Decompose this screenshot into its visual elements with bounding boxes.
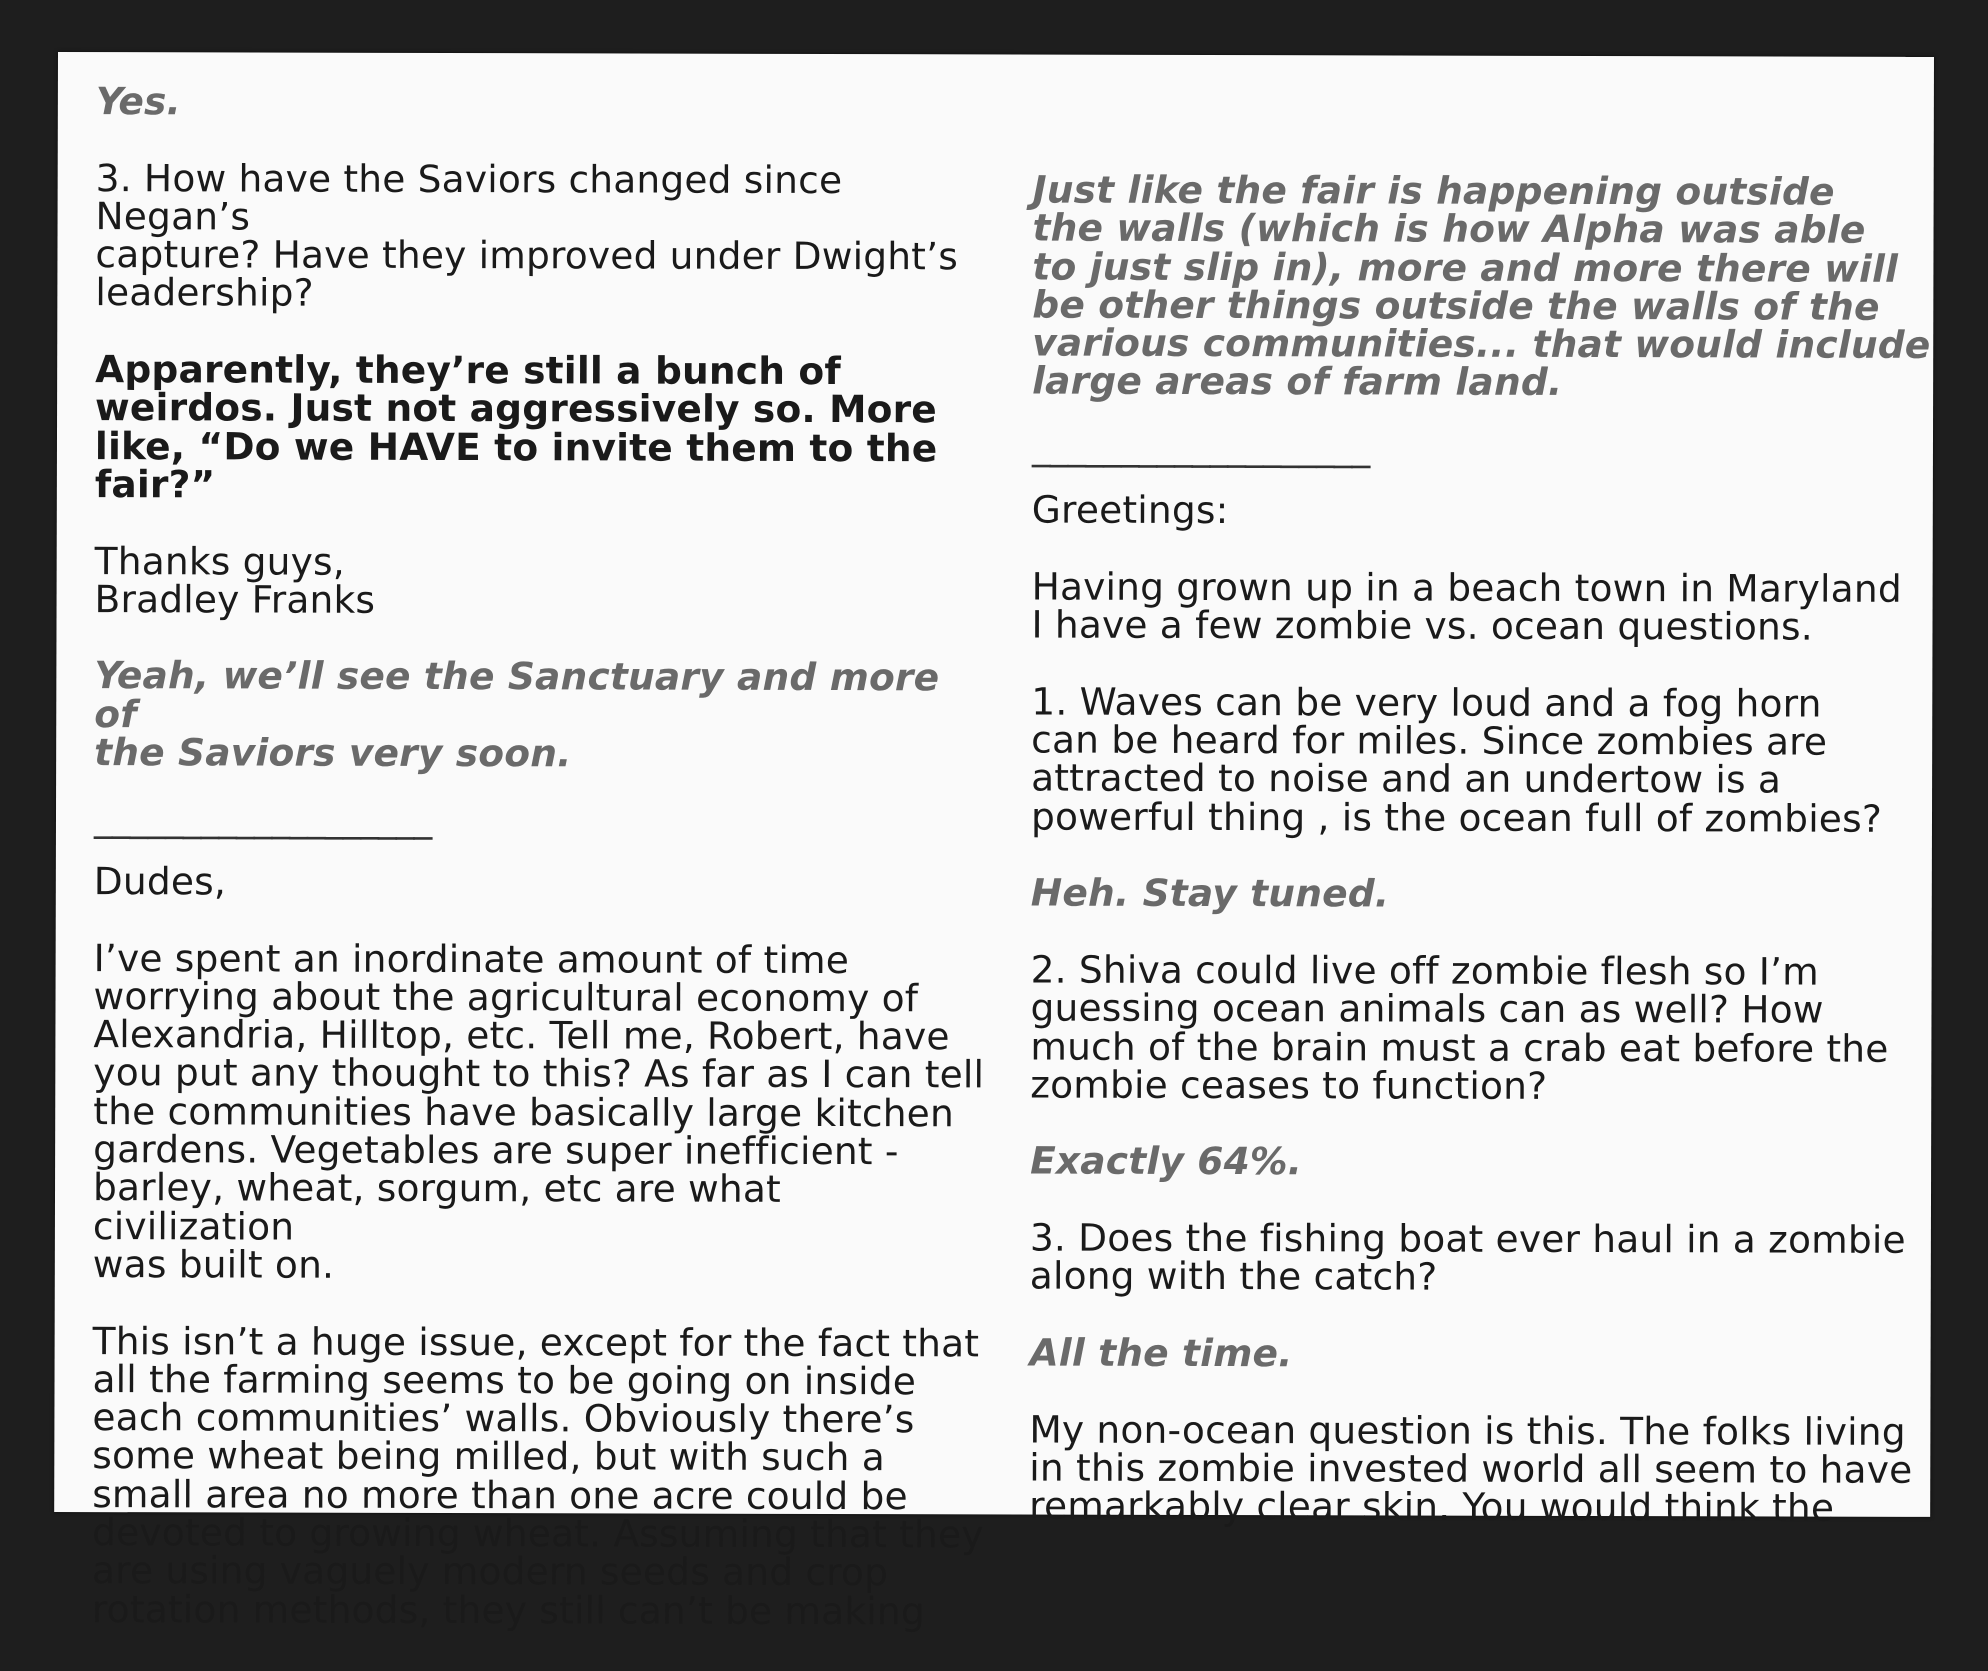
question-1-ocean: 1. Waves can be very loud and a fog horn can be heard for miles. Since zombies are attracted to noise and an undertow is a powerful thing , is the ocean full of zombies?: [1030, 679, 1883, 841]
letter-greeting: Greetings:: [1031, 487, 1229, 533]
question-2-crab: 2. Shiva could live off zombie flesh so I’m guessing ocean animals can as well? How much of the brain must a crab eat before the zombie ceases to function?: [1030, 947, 1889, 1108]
answer-2-crab: Exactly 64%.: [1030, 1138, 1303, 1184]
letter-paragraph-agriculture: I’ve spent an inordinate amount of time worrying about the agricultural economy of Alexandria, Hilltop, etc. Tell me, Robert, have you put any thought to this? As far as I can tell the communities have basically large kitchen gardens. Vegetables are super inefficient - barley, wheat, sorgum, etc are what civilization was built on.: [92, 935, 985, 1287]
editor-reply-farmland: Just like the fair is happening outside the walls (which is how Alpha was able to just slip in), more and more there will be other things outside the walls of the various communities... that would include large areas of farm land.: [1032, 167, 1931, 405]
left-column: [91, 79, 996, 1669]
letter-signoff: Thanks guys, Bradley Franks: [94, 538, 376, 622]
letter-greeting: Dudes,: [93, 859, 227, 904]
answer-3-saviors: Apparently, they’re still a bunch of weirdos. Just not aggressively so. More like, “Do we HAVE to invite them to the fair?”: [94, 347, 938, 507]
question-3-fishing-boat: 3. Does the fishing boat ever haul in a zombie along with the catch?: [1029, 1215, 1906, 1299]
right-column: [1029, 167, 1933, 1566]
answer-1-ocean: Heh. Stay tuned.: [1030, 870, 1390, 916]
letter-paragraph-farming: This isn’t a huge issue, except for the fact that all the farming seems to be going on inside each communities’ walls. Obviously there’s some wheat being milled, but with such a small area no more than one acre could be devoted to growing wheat. Assuming that they are using vaguely modern seeds and crop rotation methods, they still can’t be making: [91, 1318, 984, 1633]
letter-intro: Having grown up in a beach town in Maryland I have a few zombie vs. ocean questions.: [1031, 564, 1902, 649]
letter-separator: ___________________: [93, 794, 432, 840]
question-3-saviors: 3. How have the Saviors changed since Negan’s capture? Have they improved under Dwight’s leadership?: [95, 155, 959, 316]
editor-answer-yes: Yes.: [95, 79, 182, 124]
letter-separator: ___________________: [1031, 423, 1370, 469]
letters-page: [54, 52, 1934, 1633]
letter-paragraph-skin: My non-ocean question is this. The folks living in this zombie invested world all seem to have remarkably clear skin. You would think the: [1029, 1407, 1913, 1530]
editor-reply-sanctuary: Yeah, we’ll see the Sanctuary and more of the Saviors very soon.: [94, 653, 940, 776]
answer-3-fishing-boat: All the time.: [1029, 1330, 1293, 1376]
